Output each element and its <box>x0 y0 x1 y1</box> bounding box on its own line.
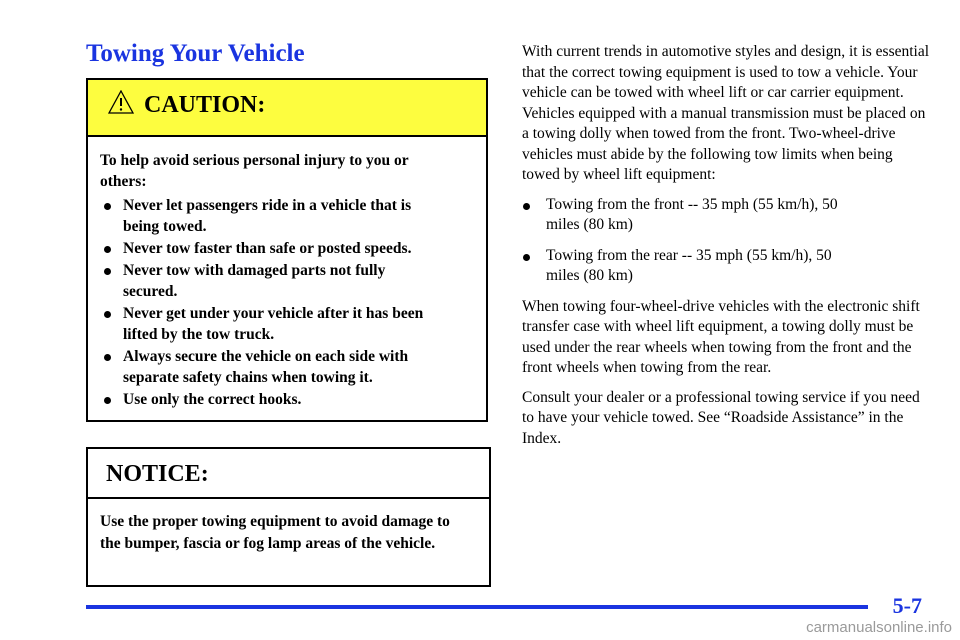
caution-label: CAUTION: <box>144 92 266 118</box>
bullet-dot-icon <box>104 268 111 275</box>
caution-item: Never tow with damaged parts not fully secured. <box>100 260 486 302</box>
four-wheel-drive-paragraph: When towing four-wheel-drive vehicles with the electronic shift transfer case with wheel lift equipment, a towing dolly must be used under the rear wheels when towing from the front and the front wheels when towing from the rear. <box>522 297 920 376</box>
watermark: carmanualsonline.info <box>806 619 952 636</box>
caution-list <box>100 195 486 410</box>
caution-item: Never tow faster than safe or posted speeds. <box>100 238 486 259</box>
warning-triangle-icon <box>108 90 134 114</box>
notice-label: NOTICE: <box>106 461 209 487</box>
consult-paragraph: Consult your dealer or a professional towing service if you need to have your vehicle towed. See “Roadside Assistance” in the Index. <box>522 388 920 447</box>
caution-item: Use only the correct hooks. <box>100 389 486 410</box>
page-number: 5-7 <box>892 593 922 618</box>
footer-rule <box>86 605 868 609</box>
bullet-dot-icon <box>104 203 111 210</box>
right-column <box>522 42 930 458</box>
caution-box <box>86 78 488 422</box>
bullet-dot-icon <box>523 254 530 261</box>
notice-header <box>88 449 489 499</box>
caution-item: Never let passengers ride in a vehicle that is being towed. <box>100 195 486 237</box>
notice-text: Use the proper towing equipment to avoid damage to the bumper, fascia or fog lamp areas of the vehicle. <box>100 513 450 552</box>
tow-limit-item: Towing from the front -- 35 mph (55 km/h), 50 miles (80 km) <box>522 195 930 236</box>
bullet-dot-icon <box>104 311 111 318</box>
caution-item: Always secure the vehicle on each side with separate safety chains when towing it. <box>100 346 486 388</box>
bullet-dot-icon <box>523 203 530 210</box>
caution-body <box>88 137 486 410</box>
caution-intro: To help avoid serious personal injury to you or others: <box>100 152 409 190</box>
tow-limits-list <box>522 195 930 287</box>
section-title: Towing Your Vehicle <box>86 40 305 67</box>
tow-limit-item: Towing from the rear -- 35 mph (55 km/h), 50 miles (80 km) <box>522 246 930 287</box>
bullet-dot-icon <box>104 354 111 361</box>
bullet-dot-icon <box>104 246 111 253</box>
notice-box <box>86 447 491 587</box>
towing-intro-paragraph: With current trends in automotive styles and design, it is essential that the correct towing equipment is used to tow a vehicle. Your vehicle can be towed with wheel lift or car carrier equipment. Vehicles equipped with a manual transmission must be placed on a towing dolly when towed from the front. Two-wheel-drive vehicles must abide by the following tow limits when being towed by wheel lift equipment: <box>522 43 930 183</box>
caution-item: Never get under your vehicle after it has been lifted by the tow truck. <box>100 303 486 345</box>
bullet-dot-icon <box>104 397 111 404</box>
caution-header <box>88 80 486 137</box>
